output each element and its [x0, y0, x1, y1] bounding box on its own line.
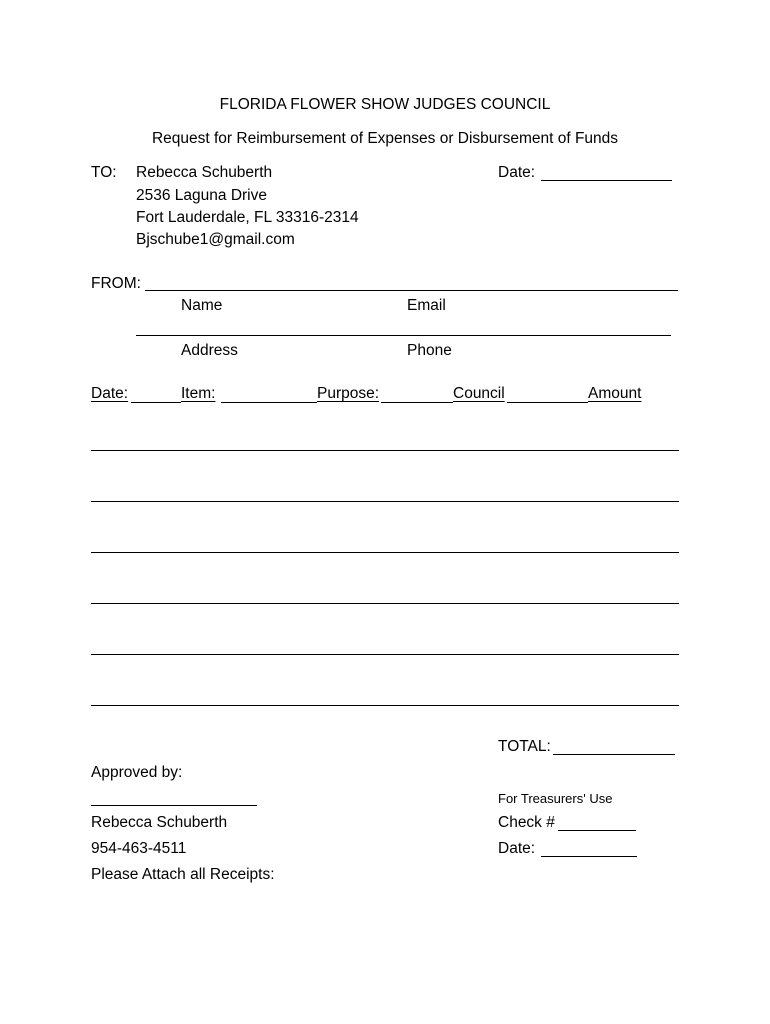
request-date-field[interactable] [541, 180, 672, 181]
column-header-purpose: Purpose: [317, 385, 380, 402]
to-street: 2536 Laguna Drive [136, 187, 267, 204]
from-email-label: Email [407, 297, 446, 314]
expense-row-line[interactable] [91, 450, 679, 451]
approval-signature-field[interactable] [91, 805, 257, 806]
from-label: FROM: [91, 275, 141, 292]
expense-row-line[interactable] [91, 552, 679, 553]
expense-row-line[interactable] [91, 501, 679, 502]
expense-row-line[interactable] [91, 705, 679, 706]
column-header-council: Council [453, 385, 505, 402]
approver-phone: 954-463-4511 [91, 840, 187, 857]
request-date-label: Date: [498, 164, 536, 181]
to-city: Fort Lauderdale, FL 33316-2314 [136, 209, 359, 226]
column-header-council-rule [507, 402, 588, 403]
column-header-date: Date: [91, 385, 129, 402]
from-phone-label: Phone [407, 342, 452, 359]
to-email: Bjschube1@gmail.com [136, 231, 295, 248]
treasurer-date-label: Date: [498, 840, 536, 857]
column-header-purpose-rule [381, 402, 453, 403]
check-number-field[interactable] [558, 830, 636, 831]
from-name-label: Name [181, 297, 223, 314]
to-label: TO: [91, 164, 117, 181]
column-header-item-rule [221, 402, 317, 403]
expense-row-line[interactable] [91, 654, 679, 655]
approver-name: Rebecca Schuberth [91, 814, 228, 831]
column-header-amount: Amount [588, 385, 642, 402]
expense-row-line[interactable] [91, 603, 679, 604]
form-title: Request for Reimbursement of Expenses or Disbursement of Funds [151, 130, 619, 147]
treasurer-date-field[interactable] [541, 856, 637, 857]
column-header-item: Item: [181, 385, 216, 402]
treasurer-use-heading: For Treasurers' Use [498, 791, 613, 806]
check-number-label: Check # [498, 814, 555, 831]
column-header-date-rule [131, 402, 181, 403]
from-address-label: Address [181, 342, 238, 359]
total-field[interactable] [553, 754, 675, 755]
from-name-email-field[interactable] [145, 290, 678, 291]
approved-by-label: Approved by: [91, 764, 183, 781]
to-name: Rebecca Schuberth [136, 164, 273, 181]
from-address-phone-field[interactable] [136, 335, 671, 336]
total-label: TOTAL: [498, 738, 551, 755]
receipts-note: Please Attach all Receipts: [91, 866, 275, 883]
organization-title: FLORIDA FLOWER SHOW JUDGES COUNCIL [219, 96, 551, 113]
